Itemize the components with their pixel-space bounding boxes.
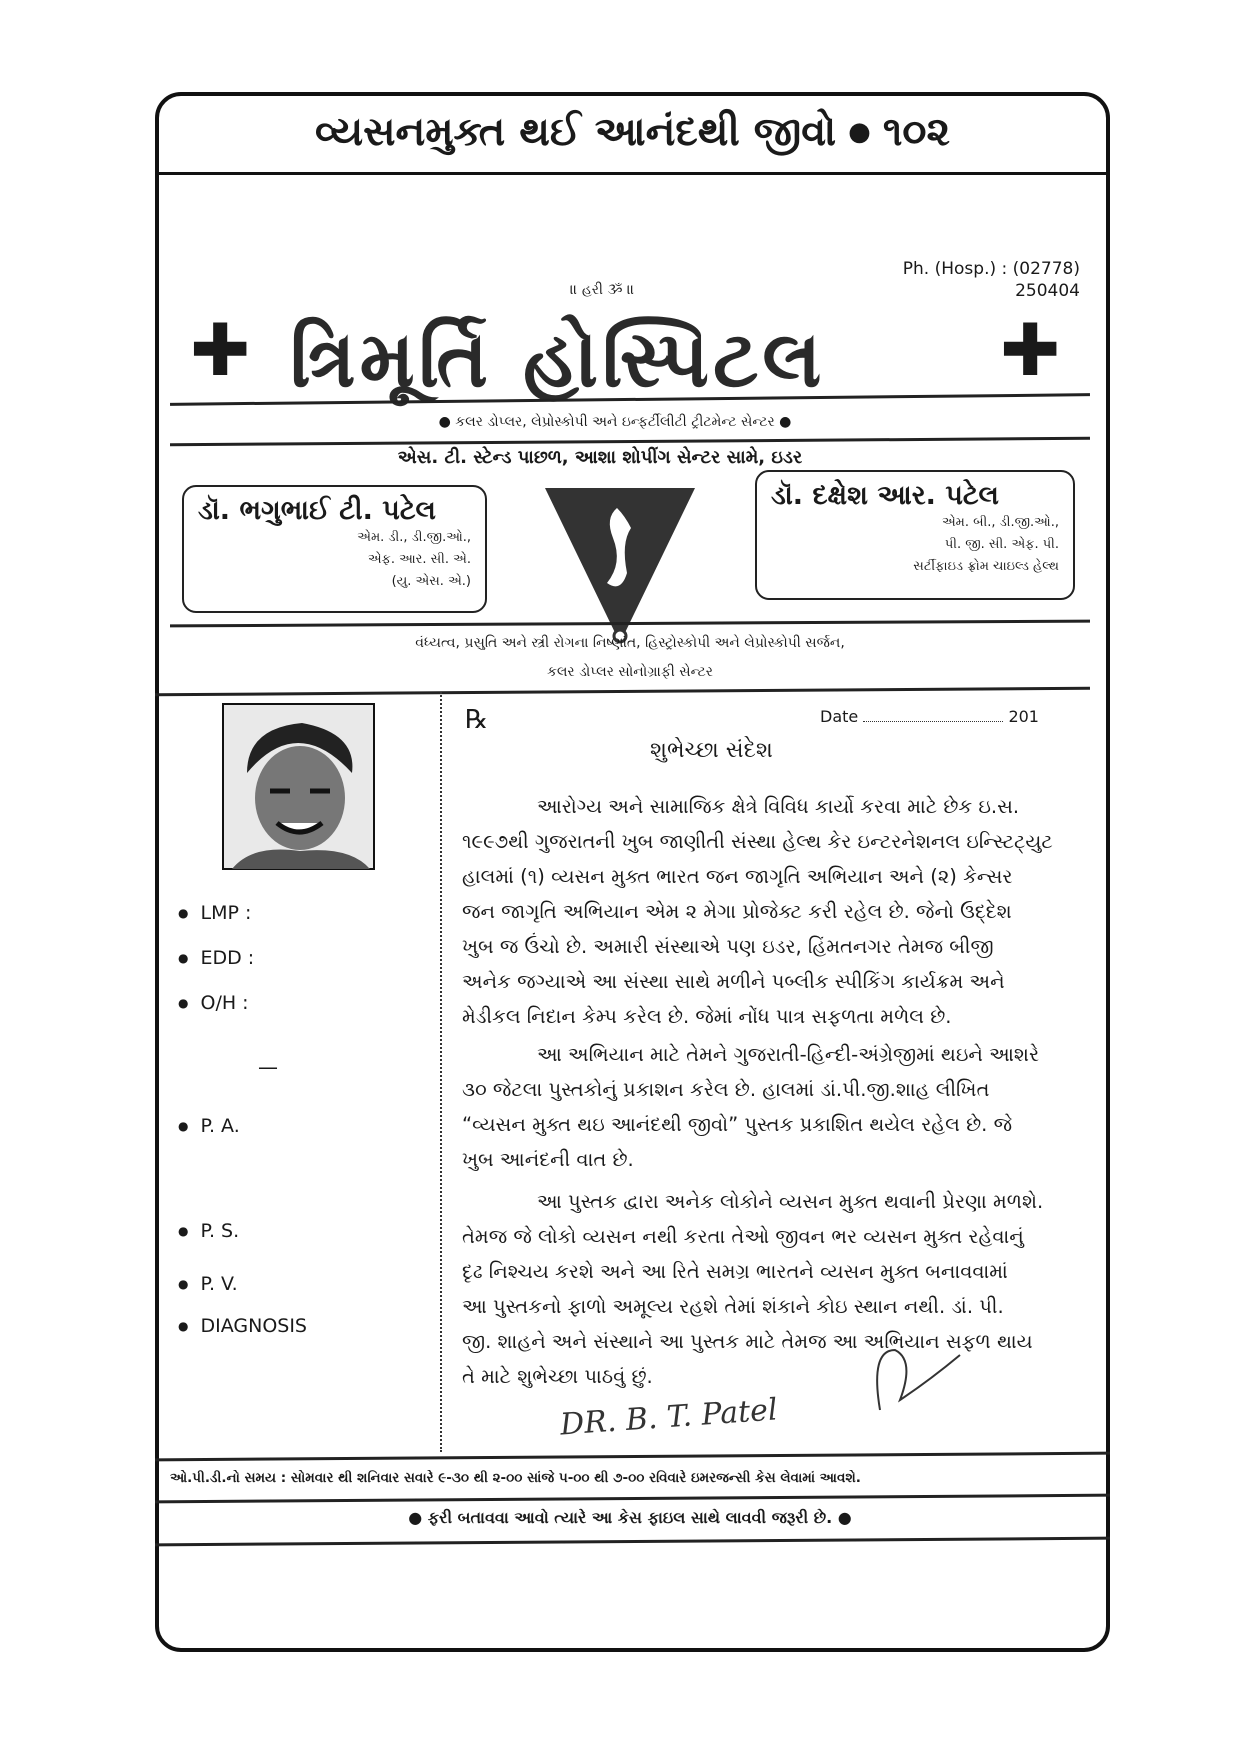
medical-cross-icon: ✚ [1000,308,1061,392]
address: એસ. ટી. સ્ટેન્ડ પાછળ, આશા શોપીંગ સેન્ટર સામે, ઇડર [397,447,803,468]
letter-line: ૩૦ જેટલા પુસ્તકોનું પ્રકાશન કરેલ છે. હાલમાં ડાં.પી.જી.શાહ લીખિત [462,1078,990,1101]
lmp-label: ● LMP : [178,902,251,924]
letter-line: આરોગ્ય અને સામાજિક ક્ષેત્રે વિવિધ કાર્યો કરવા માટે છેક ઇ.સ. [537,795,1020,818]
letter-line: તેમજ જે લોકો વ્યસન નથી કરતા તેઓ જીવન ભર વ્યસન મુક્ત રહેવાનું [462,1225,1024,1248]
invocation: ॥ હરી ૐ ॥ [570,282,635,298]
specialty-line: કલર ડોપ્લર સોનોગ્રાફી સેન્ટર [546,664,714,680]
doctor-right-name: ડૉ. દક્ષેશ આર. પટેલ [771,480,999,511]
doctor-left-card [182,485,487,613]
doctor-right-degree: એમ. બી., ડી.જી.ઓ., [941,515,1059,530]
medical-cross-icon: ✚ [190,308,251,392]
diagnosis-label: ● DIAGNOSIS [178,1315,307,1337]
letter-line: આ પુસ્તકનો ફાળો અમૂલ્ય રહશે તેમાં શંકાને કોઇ સ્થાન નથી. ડાં. પી. [462,1295,1004,1318]
letter-line: તે માટે શુભેચ્છા પાઠવું છું. [462,1365,653,1388]
phone-number: Ph. (Hosp.) : (02778) 250404 [902,259,1080,301]
date-label: Date [820,707,859,726]
services-line: ● કલર ડોપ્લર, લેપ્રોસ્કોપી અને ઇન્ફર્ટીલીટી ટ્રીટમેન્ટ સેન્ટર ● [438,414,792,430]
edd-label: ● EDD : [178,947,254,969]
doctor-left-degree: એમ. ડી., ડી.જી.ઓ., [357,530,471,545]
specialty-line: વંધ્યત્વ, પ્રસુતિ અને સ્ત્રી રોગના નિષ્ણાંત, હિસ્ટ્રોસ્કોપી અને લેપ્રોસ્કોપી સર્જન, [415,635,845,651]
date-field [820,707,1039,726]
letter-line: અનેક જગ્યાએ આ સંસ્થા સાથે મળીને પબ્લીક સ્પીકિંગ કાર્યક્રમ અને [462,970,1005,993]
ps-label: ● P. S. [178,1220,239,1242]
doctor-right-degree: સર્ટીફાઇડ ફ્રોમ ચાઇલ્ડ હેલ્થ [913,559,1059,574]
page-number: ૧૦૨ [882,109,950,155]
footer-note-text: ફરી બતાવવા આવો ત્યારે આ કેસ ફાઇલ સાથે લાવવી જરૂરી છે. [427,1508,833,1527]
hospital-logo [545,488,695,653]
letter-line: ૧૯૯૭થી ગુજરાતની ખુબ જાણીતી સંસ્થા હેલ્થ કેર ઇન્ટરનેશનલ ઇન્સ્ટિટ્યુટ [462,830,1053,853]
opd-timing: ઓ.પી.ડી.નો સમય : સોમવાર થી શનિવાર સવારે ૯-૩૦ થી ૨-૦૦ સાંજે ૫-૦૦ થી ૭-૦૦ રવિવારે ઇમરજન્સી કેસ લેવામાં આવશે. [170,1470,861,1486]
letter-line: આ અભિયાન માટે તેમને ગુજરાતી-હિન્દી-અંગ્રેજીમાં થઇને આશરે [537,1043,1040,1066]
doctor-photo [222,703,375,870]
letter-line: ખુબ જ ઉંચો છે. અમારી સંસ્થાએ પણ ઇડર, હિંમતનગર તેમજ બીજી [462,935,994,958]
bullet-icon: ● [848,117,871,147]
signature: DR. B. T. Patel [559,1392,779,1443]
column-divider [440,692,442,1452]
header-band [155,92,1110,175]
doctor-left-degree: (યુ. એસ. એ.) [391,574,471,589]
letter-line: “વ્યસન મુક્ત થઇ આનંદથી જીવો” પુસ્તક પ્રકાશિત થયેલ રહેલ છે. જે [462,1113,1013,1136]
pv-label: ● P. V. [178,1273,238,1295]
letter-line: મેડીકલ નિદાન કેમ્પ કરેલ છે. જેમાં નોંધ પાત્ર સફળતા મળેલ છે. [462,1005,952,1028]
footer-note: ● ફરી બતાવવા આવો ત્યારે આ કેસ ફાઇલ સાથે લાવવી જરૂરી છે. ● [408,1508,852,1527]
doctor-right-card [755,470,1075,600]
signature-flourish [860,1330,980,1420]
oh-label: ● O/H : [178,992,249,1014]
letter-line: દૃઢ નિશ્ચય કરશે અને આ રિતે સમગ્ર ભારતને વ્યસન મુક્ત બનાવવામાં [462,1260,1008,1283]
doctor-right-degree: પી. જી. સી. એફ. પી. [944,537,1059,552]
doctor-left-degree: એફ. આર. સી. એ. [367,552,471,567]
date-year: 201 [1008,707,1039,726]
letter-heading: શુભેચ્છા સંદેશ [650,738,773,763]
dash-mark: — [258,1055,278,1079]
doctor-left-name: ડૉ. ભગુભાઈ ટી. પટેલ [198,495,436,526]
header-title: વ્યસનમુક્ત થઈ આનંદથી જીવો [315,109,837,155]
letter-line: જન જાગૃતિ અભિયાન એમ ૨ મેગા પ્રોજેક્ટ કરી રહેલ છે. જેનો ઉદ્દેશ [462,900,1012,923]
letter-line: ખુબ આનંદની વાત છે. [462,1148,634,1171]
letter-line: જી. શાહને અને સંસ્થાને આ પુસ્તક માટે તેમજ આ અભિયાન સફળ થાય [462,1330,1033,1353]
pa-label: ● P. A. [178,1115,240,1137]
rx-symbol: ℞ [465,705,489,735]
hospital-name: ત્રિમૂર્તિ હોસ્પિટલ [290,315,826,405]
services-text: કલર ડોપ્લર, લેપ્રોસ્કોપી અને ઇન્ફર્ટીલીટી ટ્રીટમેન્ટ સેન્ટર [455,414,775,430]
letter-line: આ પુસ્તક દ્વારા અનેક લોકોને વ્યસન મુક્ત થવાની પ્રેરણા મળશે. [537,1190,1044,1213]
letter-line: હાલમાં (૧) વ્યસન મુક્ત ભારત જન જાગૃતિ અભિયાન અને (૨) કેન્સર [462,865,1013,888]
